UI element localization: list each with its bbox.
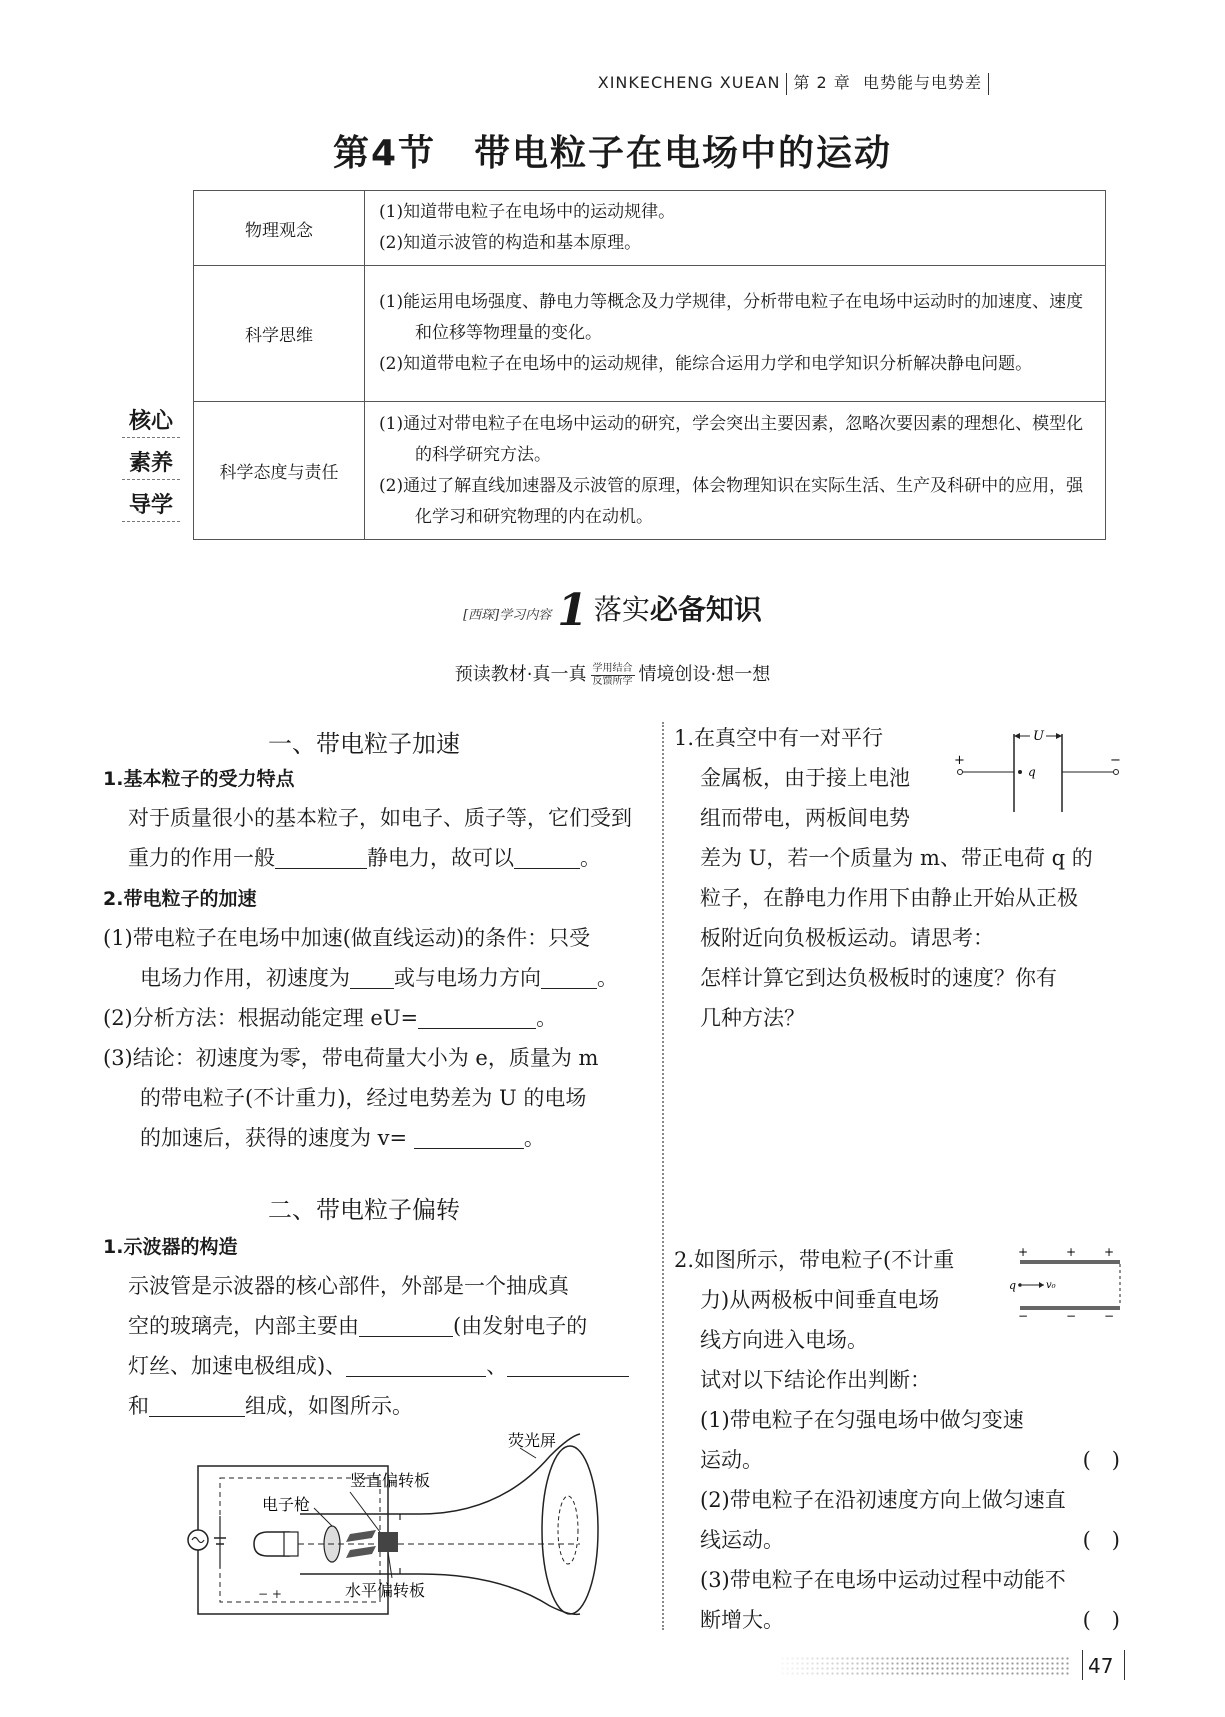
tube-outline-bottom — [300, 1574, 580, 1614]
label-electron-gun: 电子枪 — [262, 1495, 311, 1514]
column-divider — [662, 722, 664, 1630]
section-subbanner — [0, 660, 1225, 688]
label-horizontal-plates: 水平偏转板 — [345, 1581, 426, 1600]
text: 的加速后，获得的速度为 v= — [140, 1126, 408, 1150]
blank[interactable] — [514, 844, 580, 869]
fraction-label — [591, 663, 635, 688]
screen — [542, 1446, 598, 1614]
question-1-line: 几种方法？ — [700, 1006, 805, 1030]
paragraph-with-blanks — [128, 1346, 629, 1386]
subheading-acceleration: 2.带电粒子的加速 — [103, 888, 257, 910]
text: 。 — [597, 966, 618, 990]
blank[interactable] — [541, 964, 597, 989]
charge-dot — [1018, 770, 1022, 774]
judgement-1-end — [700, 1440, 1120, 1480]
text: 灯丝、加速电极组成)、 — [128, 1354, 347, 1378]
blank[interactable] — [359, 1312, 453, 1337]
plus-sign: + — [1104, 1246, 1115, 1259]
header-chapter: 第 2 章 — [793, 73, 851, 92]
category-cell: 物理观念 — [194, 191, 365, 266]
answer-paren[interactable]: ( ) — [1082, 1528, 1120, 1552]
label-vertical-plates: 竖直偏转板 — [350, 1471, 431, 1490]
judgement-3: (3)带电粒子在电场中运动过程中动能不 — [700, 1568, 1066, 1592]
section-small-label: [西琛]学习内容 — [463, 608, 552, 623]
header-chapter-title: 电势能与电势差 — [862, 73, 982, 92]
paragraph-with-blanks — [128, 1386, 413, 1426]
label-plus: + — [954, 753, 965, 768]
label-q: q — [1009, 1279, 1017, 1292]
frac-bottom: 反馈所学 — [592, 675, 633, 687]
paragraph-with-blanks — [140, 1118, 545, 1158]
paragraph: (1)带电粒子在电场中加速(做直线运动)的条件：只受 — [103, 926, 591, 950]
item: (1)能运用电场强度、静电力等概念及力学规律，分析带电粒子在电场中运动时的加速度、速度和位移等物理量的变化。 — [379, 292, 1084, 343]
judgement-3-end — [700, 1600, 1120, 1640]
paragraph: 的带电粒子(不计重力)，经过电势差为 U 的电场 — [140, 1086, 587, 1110]
core-label-2: 素养 — [122, 446, 180, 480]
vertical-plate-top — [346, 1530, 376, 1542]
paragraph: 对于质量很小的基本粒子，如电子、质子等，它们受到 — [128, 806, 632, 830]
text: (由发射电子的 — [453, 1314, 588, 1338]
paragraph-with-blanks — [140, 958, 618, 998]
sub-right: 情境创设·想一想 — [638, 664, 771, 685]
svg-text:−: − — [1066, 1309, 1077, 1322]
item: (2)知道示波管的构造和基本原理。 — [379, 233, 642, 253]
items-cell — [365, 402, 1106, 540]
text: 静电力，故可以 — [367, 846, 514, 870]
blank[interactable] — [275, 844, 367, 869]
deflection-plates-diagram — [1008, 1246, 1128, 1322]
sub-left: 预读教材·真一真 — [454, 664, 587, 685]
core-label-1: 核心 — [122, 404, 180, 438]
question-2-line: 试对以下结论作出判断： — [700, 1368, 931, 1392]
frac-top: 学用结合 — [592, 662, 633, 674]
judgement-1: (1)带电粒子在匀强电场中做匀变速 — [700, 1408, 1024, 1432]
header-pinyin: XINKECHENG XUEAN — [597, 73, 781, 92]
page-title: 第4节 带电粒子在电场中的运动 — [332, 133, 893, 174]
text: 线运动。 — [700, 1528, 784, 1552]
question-1-line: 板附近向负极板运动。请思考： — [700, 926, 994, 950]
blank[interactable] — [414, 1124, 524, 1149]
svg-text:−: − — [1018, 1309, 1029, 1322]
category-cell: 科学思维 — [194, 266, 365, 402]
paragraph-with-blanks — [128, 838, 601, 878]
blank[interactable] — [149, 1392, 245, 1417]
section-prefix: 落实 — [593, 593, 650, 626]
text: 。 — [523, 1126, 545, 1150]
section-banner — [0, 585, 1225, 636]
subheading-forces: 1.基本粒子的受力特点 — [103, 768, 295, 790]
label-q: q — [1028, 765, 1036, 779]
blank[interactable] — [346, 1352, 486, 1377]
oscilloscope-diagram — [180, 1428, 600, 1618]
text: 或与电场力方向 — [394, 966, 541, 990]
question-2-line: 线方向进入电场。 — [700, 1328, 868, 1352]
item: (1)通过对带电粒子在电场中运动的研究，学会突出主要因素，忽略次要因素的理想化、模型化的科学研究方法。 — [379, 413, 1084, 465]
question-1-line: 差为 U，若一个质量为 m、带正电荷 q 的 — [700, 846, 1093, 870]
label-minus: − — [1110, 753, 1121, 768]
items-cell — [365, 191, 1106, 266]
question-1-line: 粒子，在静电力作用下由静止开始从正极 — [700, 886, 1078, 910]
answer-paren[interactable]: ( ) — [1082, 1608, 1120, 1632]
footer-fade — [770, 1650, 920, 1682]
svg-text:−: − — [1104, 1309, 1115, 1322]
text: 。 — [536, 1006, 558, 1030]
text: 重力的作用一般 — [128, 846, 275, 870]
question-2-line: 力)从两极板中间垂直电场 — [700, 1288, 940, 1312]
label-u: U — [1033, 729, 1044, 744]
item: (2)通过了解直线加速器及示波管的原理，体会物理知识在实际生活、生产及科研中的应用，强化学习和研究物理的内在动机。 — [379, 475, 1084, 527]
question-1-line: 组而带电，两板间电势 — [700, 806, 910, 830]
text: 断增大。 — [700, 1608, 784, 1632]
text: 组成，如图所示。 — [245, 1394, 413, 1418]
section-number: 1 — [557, 585, 588, 636]
svg-text:− +: − + — [258, 1587, 282, 1601]
blank[interactable] — [418, 1004, 536, 1029]
judgement-2: (2)带电粒子在沿初速度方向上做匀速直 — [700, 1488, 1066, 1512]
label-v0: v₀ — [1046, 1280, 1056, 1291]
plus-sign: + — [1066, 1246, 1077, 1259]
question-1-line: 1.在真空中有一对平行 — [674, 726, 884, 750]
section-title: 必备知识 — [649, 593, 762, 626]
judgement-2-end — [700, 1520, 1120, 1560]
blank[interactable] — [507, 1352, 629, 1377]
text: 、 — [486, 1354, 508, 1378]
subheading-oscilloscope: 1.示波器的构造 — [103, 1236, 238, 1258]
heading-deflection: 二、带电粒子偏转 — [268, 1196, 460, 1224]
top-plate — [1020, 1260, 1120, 1264]
text: 和 — [128, 1394, 149, 1418]
category-cell: 科学态度与责任 — [194, 402, 365, 540]
running-header — [598, 70, 995, 95]
core-literacy-table — [193, 190, 1106, 540]
page-number: 47 — [1088, 1654, 1114, 1678]
answer-paren[interactable]: ( ) — [1082, 1448, 1120, 1472]
text: 运动。 — [700, 1448, 763, 1472]
paragraph-with-blanks — [128, 1306, 587, 1346]
label-screen: 荧光屏 — [508, 1431, 557, 1450]
horizontal-plates — [378, 1532, 398, 1552]
footer-rule — [1124, 1650, 1125, 1680]
items-cell — [365, 266, 1106, 402]
question-2-line: 2.如图所示，带电粒子(不计重 — [674, 1248, 955, 1272]
core-label-3: 导学 — [122, 488, 180, 522]
question-1-line: 金属板，由于接上电池 — [700, 766, 910, 790]
item: (1)知道带电粒子在电场中的运动规律。 — [379, 202, 676, 222]
parallel-plates-diagram — [950, 726, 1130, 816]
vertical-plate-bottom — [346, 1546, 376, 1558]
blank[interactable] — [350, 964, 394, 989]
plus-sign: + — [1018, 1246, 1029, 1259]
text: (2)分析方法：根据动能定理 eU= — [103, 1006, 419, 1030]
paragraph: 示波管是示波器的核心部件，外部是一个抽成真 — [128, 1274, 569, 1298]
footer-rule — [1082, 1650, 1083, 1680]
item: (2)知道带电粒子在电场中的运动规律，能综合运用力学和电学知识分析解决静电问题。 — [379, 354, 1033, 374]
text: 空的玻璃壳，内部主要由 — [128, 1314, 359, 1338]
text: 。 — [580, 846, 601, 870]
question-1-line: 怎样计算它到达负极板时的速度？你有 — [700, 966, 1057, 990]
text: 电场力作用，初速度为 — [140, 966, 350, 990]
paragraph: (3)结论：初速度为零，带电荷量大小为 e，质量为 m — [103, 1046, 599, 1070]
paragraph-with-blanks — [103, 998, 557, 1038]
heading-acceleration: 一、带电粒子加速 — [268, 730, 460, 758]
